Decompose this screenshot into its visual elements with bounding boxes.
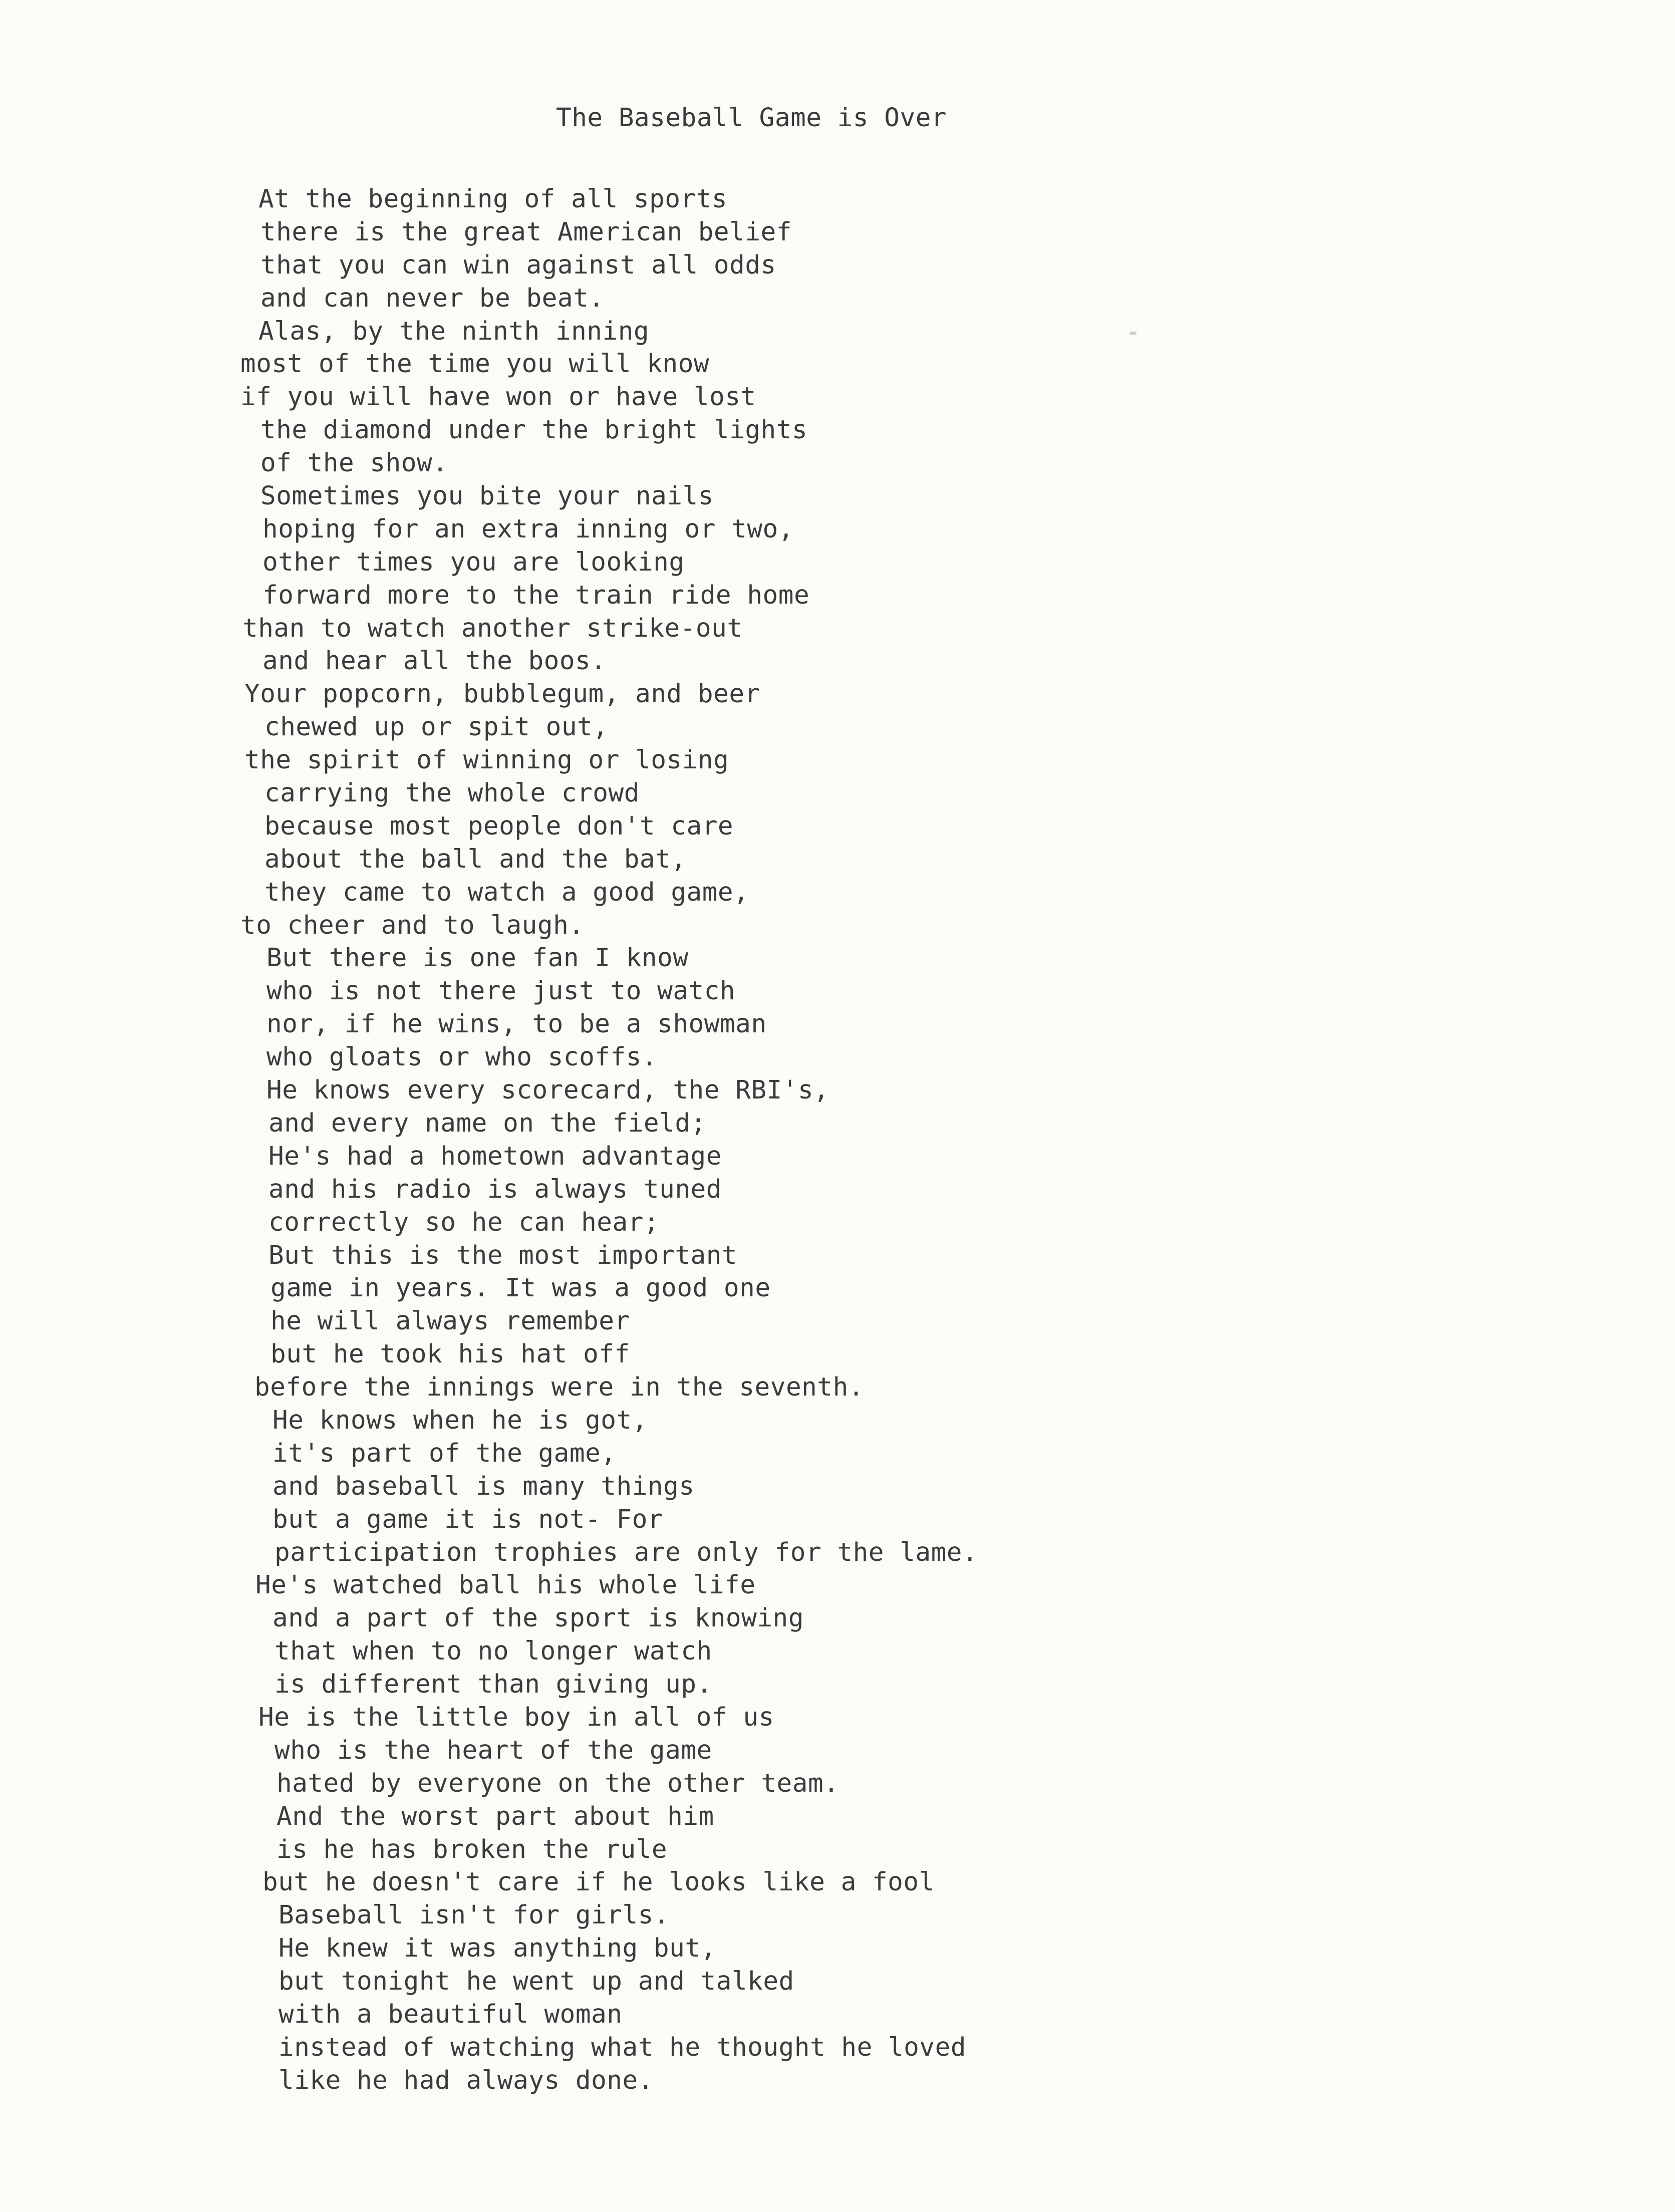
poem-line: hated by everyone on the other team. <box>276 1768 840 1798</box>
poem-line: and can never be beat. <box>260 283 605 313</box>
poem-line: instead of watching what he thought he loved <box>278 2032 967 2062</box>
poem-line: that when to no longer watch <box>274 1636 712 1667</box>
poem-line: and a part of the sport is knowing <box>272 1603 804 1633</box>
poem-line: like he had always done. <box>278 2065 654 2095</box>
poem-line: He knows when he is got, <box>272 1405 648 1435</box>
poem-line: about the ball and the bat, <box>264 844 687 874</box>
poem-line: it's part of the game, <box>272 1438 617 1468</box>
poem-line: if you will have won or have lost <box>240 382 756 412</box>
poem-line: carrying the whole crowd <box>264 778 640 808</box>
poem-line: chewed up or spit out, <box>264 712 609 742</box>
paper-speck <box>1130 332 1137 335</box>
poem-line: they came to watch a good game, <box>264 877 749 907</box>
poem-line: most of the time you will know <box>240 349 710 379</box>
poem-line: Baseball isn't for girls. <box>278 1900 670 1930</box>
poem-line: and his radio is always tuned <box>268 1174 722 1204</box>
poem-line: He knew it was anything but, <box>278 1933 716 1964</box>
poem-line: other times you are looking <box>262 547 685 577</box>
poem-line: of the show. <box>260 448 448 478</box>
poem-line: Your popcorn, bubblegum, and beer <box>244 679 760 709</box>
poem-line: because most people don't care <box>264 811 734 841</box>
poem-line: is he has broken the rule <box>276 1834 668 1864</box>
poem-line: But there is one fan I know <box>266 943 689 973</box>
poem-line: game in years. It was a good one <box>270 1273 771 1303</box>
poem-title: The Baseball Game is Over <box>556 103 947 133</box>
poem-line: than to watch another strike-out <box>242 613 743 643</box>
poem-line: and hear all the boos. <box>262 646 607 676</box>
poem-line: He knows every scorecard, the RBI's, <box>266 1075 829 1105</box>
poem-line: who gloats or who scoffs. <box>266 1042 658 1072</box>
poem-line: is different than giving up. <box>274 1670 712 1700</box>
poem-line: the spirit of winning or losing <box>244 745 729 775</box>
poem-line: hoping for an extra inning or two, <box>262 514 794 544</box>
poem-line: who is not there just to watch <box>266 976 736 1006</box>
poem-line: before the innings were in the seventh. <box>254 1372 864 1403</box>
poem-line: but tonight he went up and talked <box>278 1967 794 1997</box>
poem-line: nor, if he wins, to be a showman <box>266 1009 767 1039</box>
poem-line: and every name on the field; <box>268 1108 706 1138</box>
poem-line: participation trophies are only for the lame. <box>274 1537 978 1567</box>
poem-line: correctly so he can hear; <box>268 1207 660 1237</box>
poem-line: that you can win against all odds <box>260 250 776 280</box>
poem-line: He is the little boy in all of us <box>258 1702 774 1732</box>
poem-line: Alas, by the ninth inning <box>258 316 650 346</box>
poem-line: At the beginning of all sports <box>258 184 728 214</box>
poem-body <box>240 183 978 2097</box>
poem-line: He's watched ball his whole life <box>255 1570 756 1600</box>
poem-line: he will always remember <box>270 1306 630 1336</box>
poem-line: but he doesn't care if he looks like a fool <box>262 1867 935 1897</box>
poem-line: Sometimes you bite your nails <box>260 481 714 511</box>
poem-line: to cheer and to laugh. <box>240 910 585 940</box>
poem-line: with a beautiful woman <box>278 1999 623 2029</box>
poem-line: who is the heart of the game <box>274 1735 712 1765</box>
poem-line: But this is the most important <box>268 1240 738 1270</box>
poem-line: the diamond under the bright lights <box>260 415 808 445</box>
poem-line: He's had a hometown advantage <box>268 1141 722 1171</box>
poem-line: but he took his hat off <box>270 1339 630 1369</box>
poem-line: and baseball is many things <box>272 1471 695 1501</box>
poem-line: but a game it is not- For <box>272 1504 664 1534</box>
poem-line: forward more to the train ride home <box>262 580 810 610</box>
poem-line: And the worst part about him <box>276 1801 714 1831</box>
poem-line: there is the great American belief <box>260 217 792 247</box>
